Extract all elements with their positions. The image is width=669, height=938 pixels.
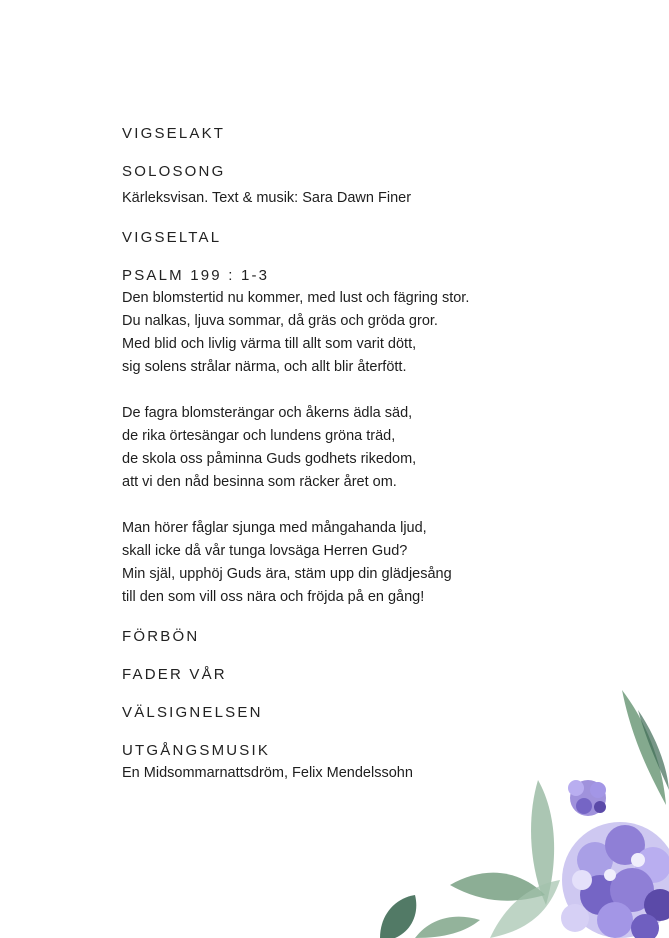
heading-psalm: PSALM 199 : 1-3 <box>122 267 270 284</box>
heading-utgangsmusik: UTGÅNGSMUSIK <box>122 742 271 759</box>
psalm-line: sig solens strålar närma, och allt blir återfött. <box>122 359 407 375</box>
heading-valsignelsen: VÄLSIGNELSEN <box>122 704 263 721</box>
utgangsmusik-text: En Midsommarnattsdröm, Felix Mendelssohn <box>122 765 413 781</box>
psalm-text <box>122 287 542 609</box>
small-hydrangea-icon <box>568 780 606 816</box>
psalm-line: De fagra blomsterängar och åkerns ädla säd, <box>122 405 413 421</box>
heading-vigseltal: VIGSELTAL <box>122 229 222 246</box>
leaf-icon <box>622 690 666 805</box>
heading-fader-var: FADER VÅR <box>122 666 227 683</box>
psalm-line: Med blid och livlig värma till allt som varit dött, <box>122 336 417 352</box>
leaf-icon <box>415 917 480 938</box>
heading-forbon: FÖRBÖN <box>122 628 200 645</box>
psalm-line: skall icke då vår tunga lovsäga Herren Gud? <box>122 543 408 559</box>
psalm-line: de skola oss påminna Guds godhets rikedom, <box>122 451 417 467</box>
psalm-line: Min själ, upphöj Guds ära, stäm upp din glädjesång <box>122 566 452 582</box>
psalm-stanza-2 <box>122 402 542 494</box>
psalm-line: Man hörer fåglar sjunga med mångahanda ljud, <box>122 520 427 536</box>
solosong-text: Kärleksvisan. Text & musik: Sara Dawn Finer <box>122 190 412 206</box>
psalm-line: till den som vill oss nära och fröjda på en gång! <box>122 589 425 605</box>
psalm-line: Den blomstertid nu kommer, med lust och fägring stor. <box>122 290 470 306</box>
heading-solosong: SOLOSONG <box>122 163 226 180</box>
psalm-stanza-1 <box>122 287 542 379</box>
psalm-line: Du nalkas, ljuva sommar, då gräs och gröda gror. <box>122 313 438 329</box>
floral-hydrangea-icon <box>370 680 669 938</box>
heading-vigselakt: VIGSELAKT <box>122 125 226 142</box>
leaf-icon <box>380 895 416 938</box>
psalm-line: att vi den nåd besinna som räcker året om. <box>122 474 397 490</box>
psalm-line: de rika örtesängar och lundens gröna träd, <box>122 428 396 444</box>
hydrangea-cluster-icon <box>561 822 669 938</box>
psalm-stanza-3 <box>122 517 542 609</box>
